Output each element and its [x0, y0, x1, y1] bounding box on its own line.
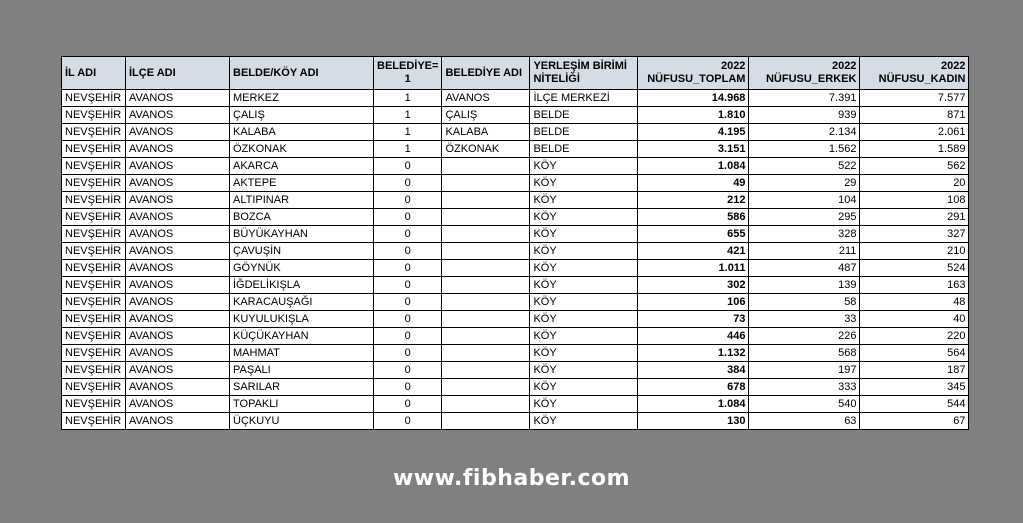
- cell-belde-koy-adi: AKARCA: [230, 158, 374, 175]
- cell-ilce-adi: AVANOS: [126, 260, 230, 277]
- cell-belediye-flag: 0: [374, 396, 442, 413]
- cell-il-adi: NEVŞEHİR: [62, 294, 126, 311]
- cell-ilce-adi: AVANOS: [126, 90, 230, 107]
- header-il-adi: İL ADI: [62, 57, 126, 90]
- cell-ilce-adi: AVANOS: [126, 277, 230, 294]
- table-row: [62, 243, 969, 260]
- cell-nufus-erkek: 211: [749, 243, 860, 260]
- cell-nufus-toplam: 446: [638, 328, 749, 345]
- cell-il-adi: NEVŞEHİR: [62, 158, 126, 175]
- cell-nufus-erkek: 540: [749, 396, 860, 413]
- cell-il-adi: NEVŞEHİR: [62, 90, 126, 107]
- cell-nufus-kadin: 20: [860, 175, 969, 192]
- cell-belediye-flag: 1: [374, 90, 442, 107]
- cell-belediye-flag: 0: [374, 277, 442, 294]
- cell-belde-koy-adi: MAHMAT: [230, 345, 374, 362]
- cell-ilce-adi: AVANOS: [126, 158, 230, 175]
- cell-nufus-erkek: 33: [749, 311, 860, 328]
- cell-belediye-flag: 0: [374, 413, 442, 430]
- cell-belediye-flag: 0: [374, 158, 442, 175]
- table-row: [62, 141, 969, 158]
- cell-ilce-adi: AVANOS: [126, 379, 230, 396]
- table-row: [62, 226, 969, 243]
- cell-belediye-flag: 0: [374, 328, 442, 345]
- table-row: [62, 260, 969, 277]
- cell-belediye-adi: [442, 345, 530, 362]
- table-row: [62, 396, 969, 413]
- cell-belde-koy-adi: ÇAVUŞİN: [230, 243, 374, 260]
- cell-yerlesim-niteligi: KÖY: [530, 243, 638, 260]
- cell-ilce-adi: AVANOS: [126, 226, 230, 243]
- cell-yerlesim-niteligi: KÖY: [530, 413, 638, 430]
- cell-yerlesim-niteligi: KÖY: [530, 277, 638, 294]
- cell-nufus-toplam: 384: [638, 362, 749, 379]
- cell-nufus-toplam: 421: [638, 243, 749, 260]
- cell-belediye-flag: 0: [374, 345, 442, 362]
- cell-ilce-adi: AVANOS: [126, 328, 230, 345]
- cell-nufus-erkek: 226: [749, 328, 860, 345]
- cell-nufus-kadin: 163: [860, 277, 969, 294]
- cell-ilce-adi: AVANOS: [126, 362, 230, 379]
- table-row: [62, 158, 969, 175]
- cell-yerlesim-niteligi: KÖY: [530, 396, 638, 413]
- cell-nufus-kadin: 40: [860, 311, 969, 328]
- cell-il-adi: NEVŞEHİR: [62, 362, 126, 379]
- cell-nufus-toplam: 1.084: [638, 158, 749, 175]
- cell-belde-koy-adi: ÜÇKUYU: [230, 413, 374, 430]
- cell-belediye-flag: 0: [374, 311, 442, 328]
- cell-nufus-toplam: 302: [638, 277, 749, 294]
- cell-il-adi: NEVŞEHİR: [62, 379, 126, 396]
- cell-ilce-adi: AVANOS: [126, 209, 230, 226]
- cell-ilce-adi: AVANOS: [126, 345, 230, 362]
- cell-yerlesim-niteligi: KÖY: [530, 226, 638, 243]
- cell-nufus-toplam: 212: [638, 192, 749, 209]
- cell-nufus-erkek: 522: [749, 158, 860, 175]
- cell-nufus-erkek: 487: [749, 260, 860, 277]
- header-ilce-adi: İLÇE ADI: [126, 57, 230, 90]
- cell-belediye-adi: ÇALIŞ: [442, 107, 530, 124]
- cell-nufus-erkek: 1.562: [749, 141, 860, 158]
- cell-yerlesim-niteligi: BELDE: [530, 124, 638, 141]
- cell-nufus-erkek: 197: [749, 362, 860, 379]
- cell-belde-koy-adi: İĞDELİKIŞLA: [230, 277, 374, 294]
- cell-yerlesim-niteligi: KÖY: [530, 158, 638, 175]
- cell-il-adi: NEVŞEHİR: [62, 413, 126, 430]
- cell-yerlesim-niteligi: KÖY: [530, 175, 638, 192]
- cell-belediye-adi: [442, 294, 530, 311]
- cell-nufus-kadin: 544: [860, 396, 969, 413]
- cell-nufus-erkek: 29: [749, 175, 860, 192]
- cell-belde-koy-adi: BÜYÜKAYHAN: [230, 226, 374, 243]
- cell-belediye-flag: 1: [374, 107, 442, 124]
- cell-belediye-flag: 0: [374, 175, 442, 192]
- cell-nufus-toplam: 1.084: [638, 396, 749, 413]
- cell-nufus-kadin: 327: [860, 226, 969, 243]
- cell-nufus-erkek: 7.391: [749, 90, 860, 107]
- table-row: [62, 209, 969, 226]
- cell-nufus-kadin: 7.577: [860, 90, 969, 107]
- cell-belediye-adi: [442, 226, 530, 243]
- cell-il-adi: NEVŞEHİR: [62, 328, 126, 345]
- cell-belde-koy-adi: KARACAUŞAĞI: [230, 294, 374, 311]
- cell-ilce-adi: AVANOS: [126, 396, 230, 413]
- cell-nufus-erkek: 2.134: [749, 124, 860, 141]
- cell-belediye-adi: [442, 362, 530, 379]
- cell-nufus-kadin: 345: [860, 379, 969, 396]
- cell-ilce-adi: AVANOS: [126, 124, 230, 141]
- table-row: [62, 294, 969, 311]
- cell-nufus-toplam: 3.151: [638, 141, 749, 158]
- cell-belediye-adi: [442, 260, 530, 277]
- cell-belediye-flag: 1: [374, 124, 442, 141]
- site-watermark: www.fibhaber.com: [392, 466, 631, 491]
- header-yerlesim-niteligi: YERLEŞİM BİRİMİ NİTELİĞİ: [530, 57, 638, 90]
- cell-nufus-kadin: 108: [860, 192, 969, 209]
- cell-belediye-adi: [442, 277, 530, 294]
- cell-yerlesim-niteligi: KÖY: [530, 294, 638, 311]
- cell-nufus-kadin: 210: [860, 243, 969, 260]
- cell-belediye-adi: [442, 243, 530, 260]
- cell-belediye-adi: [442, 175, 530, 192]
- cell-nufus-kadin: 564: [860, 345, 969, 362]
- cell-ilce-adi: AVANOS: [126, 192, 230, 209]
- cell-belediye-adi: [442, 192, 530, 209]
- cell-nufus-toplam: 130: [638, 413, 749, 430]
- cell-belde-koy-adi: AKTEPE: [230, 175, 374, 192]
- cell-nufus-erkek: 333: [749, 379, 860, 396]
- cell-il-adi: NEVŞEHİR: [62, 396, 126, 413]
- cell-il-adi: NEVŞEHİR: [62, 141, 126, 158]
- cell-nufus-kadin: 187: [860, 362, 969, 379]
- header-belediye-flag: BELEDİYE= 1: [374, 57, 442, 90]
- table-body: [62, 90, 969, 430]
- cell-il-adi: NEVŞEHİR: [62, 277, 126, 294]
- cell-nufus-kadin: 562: [860, 158, 969, 175]
- cell-nufus-kadin: 2.061: [860, 124, 969, 141]
- cell-il-adi: NEVŞEHİR: [62, 107, 126, 124]
- cell-belediye-adi: [442, 396, 530, 413]
- cell-yerlesim-niteligi: KÖY: [530, 328, 638, 345]
- table-row: [62, 90, 969, 107]
- cell-belde-koy-adi: PAŞALI: [230, 362, 374, 379]
- cell-belediye-flag: 0: [374, 192, 442, 209]
- cell-nufus-toplam: 1.810: [638, 107, 749, 124]
- cell-belediye-flag: 0: [374, 209, 442, 226]
- cell-nufus-erkek: 63: [749, 413, 860, 430]
- cell-nufus-erkek: 104: [749, 192, 860, 209]
- cell-belediye-adi: [442, 209, 530, 226]
- cell-nufus-toplam: 1.011: [638, 260, 749, 277]
- table-row: [62, 175, 969, 192]
- cell-belde-koy-adi: ÖZKONAK: [230, 141, 374, 158]
- cell-yerlesim-niteligi: BELDE: [530, 141, 638, 158]
- cell-ilce-adi: AVANOS: [126, 294, 230, 311]
- cell-ilce-adi: AVANOS: [126, 141, 230, 158]
- cell-ilce-adi: AVANOS: [126, 243, 230, 260]
- cell-il-adi: NEVŞEHİR: [62, 345, 126, 362]
- cell-belediye-adi: [442, 379, 530, 396]
- cell-belde-koy-adi: GÖYNÜK: [230, 260, 374, 277]
- cell-belde-koy-adi: ALTIPINAR: [230, 192, 374, 209]
- cell-belediye-adi: KALABA: [442, 124, 530, 141]
- cell-il-adi: NEVŞEHİR: [62, 243, 126, 260]
- cell-nufus-kadin: 220: [860, 328, 969, 345]
- cell-nufus-toplam: 49: [638, 175, 749, 192]
- cell-nufus-toplam: 586: [638, 209, 749, 226]
- cell-belediye-flag: 0: [374, 379, 442, 396]
- cell-belediye-flag: 0: [374, 362, 442, 379]
- cell-nufus-toplam: 1.132: [638, 345, 749, 362]
- cell-nufus-kadin: 524: [860, 260, 969, 277]
- cell-belediye-adi: AVANOS: [442, 90, 530, 107]
- cell-nufus-kadin: 48: [860, 294, 969, 311]
- cell-yerlesim-niteligi: KÖY: [530, 345, 638, 362]
- cell-ilce-adi: AVANOS: [126, 413, 230, 430]
- header-belde-koy-adi: BELDE/KÖY ADI: [230, 57, 374, 90]
- cell-belediye-flag: 0: [374, 260, 442, 277]
- cell-belediye-adi: [442, 413, 530, 430]
- population-table: [61, 56, 969, 430]
- cell-nufus-toplam: 106: [638, 294, 749, 311]
- table-row: [62, 124, 969, 141]
- cell-belediye-flag: 0: [374, 243, 442, 260]
- cell-yerlesim-niteligi: KÖY: [530, 192, 638, 209]
- cell-nufus-erkek: 58: [749, 294, 860, 311]
- table-row: [62, 362, 969, 379]
- cell-belediye-adi: ÖZKONAK: [442, 141, 530, 158]
- cell-nufus-erkek: 295: [749, 209, 860, 226]
- cell-nufus-toplam: 655: [638, 226, 749, 243]
- cell-belde-koy-adi: ÇALIŞ: [230, 107, 374, 124]
- cell-nufus-kadin: 67: [860, 413, 969, 430]
- cell-il-adi: NEVŞEHİR: [62, 226, 126, 243]
- cell-ilce-adi: AVANOS: [126, 175, 230, 192]
- cell-nufus-kadin: 871: [860, 107, 969, 124]
- cell-belediye-flag: 0: [374, 226, 442, 243]
- cell-belde-koy-adi: SARILAR: [230, 379, 374, 396]
- cell-yerlesim-niteligi: BELDE: [530, 107, 638, 124]
- header-nufus-kadin: 2022 NÜFUSU_KADIN: [860, 57, 969, 90]
- table-row: [62, 277, 969, 294]
- cell-il-adi: NEVŞEHİR: [62, 175, 126, 192]
- table-row: [62, 328, 969, 345]
- cell-nufus-erkek: 568: [749, 345, 860, 362]
- table-row: [62, 379, 969, 396]
- cell-yerlesim-niteligi: İLÇE MERKEZİ: [530, 90, 638, 107]
- cell-yerlesim-niteligi: KÖY: [530, 209, 638, 226]
- cell-nufus-erkek: 939: [749, 107, 860, 124]
- header-nufus-erkek: 2022 NÜFUSU_ERKEK: [749, 57, 860, 90]
- cell-il-adi: NEVŞEHİR: [62, 124, 126, 141]
- cell-ilce-adi: AVANOS: [126, 311, 230, 328]
- cell-belediye-adi: [442, 328, 530, 345]
- cell-ilce-adi: AVANOS: [126, 107, 230, 124]
- cell-belediye-flag: 0: [374, 294, 442, 311]
- cell-nufus-toplam: 73: [638, 311, 749, 328]
- cell-nufus-erkek: 139: [749, 277, 860, 294]
- cell-belediye-flag: 1: [374, 141, 442, 158]
- cell-il-adi: NEVŞEHİR: [62, 311, 126, 328]
- cell-il-adi: NEVŞEHİR: [62, 260, 126, 277]
- cell-yerlesim-niteligi: KÖY: [530, 362, 638, 379]
- table-row: [62, 413, 969, 430]
- cell-belde-koy-adi: TOPAKLI: [230, 396, 374, 413]
- cell-belde-koy-adi: KUYULUKIŞLA: [230, 311, 374, 328]
- table-row: [62, 192, 969, 209]
- table-row: [62, 311, 969, 328]
- cell-belde-koy-adi: MERKEZ: [230, 90, 374, 107]
- cell-belde-koy-adi: KALABA: [230, 124, 374, 141]
- header-nufus-toplam: 2022 NÜFUSU_TOPLAM: [638, 57, 749, 90]
- table-row: [62, 107, 969, 124]
- cell-yerlesim-niteligi: KÖY: [530, 311, 638, 328]
- cell-belediye-adi: [442, 158, 530, 175]
- table-row: [62, 345, 969, 362]
- cell-belediye-adi: [442, 311, 530, 328]
- cell-yerlesim-niteligi: KÖY: [530, 379, 638, 396]
- cell-yerlesim-niteligi: KÖY: [530, 260, 638, 277]
- cell-nufus-toplam: 678: [638, 379, 749, 396]
- cell-il-adi: NEVŞEHİR: [62, 209, 126, 226]
- cell-il-adi: NEVŞEHİR: [62, 192, 126, 209]
- header-belediye-adi: BELEDİYE ADI: [442, 57, 530, 90]
- cell-nufus-erkek: 328: [749, 226, 860, 243]
- header-row: [62, 57, 969, 90]
- cell-nufus-kadin: 1.589: [860, 141, 969, 158]
- cell-nufus-kadin: 291: [860, 209, 969, 226]
- cell-belde-koy-adi: BOZCA: [230, 209, 374, 226]
- cell-belde-koy-adi: KÜÇÜKAYHAN: [230, 328, 374, 345]
- cell-nufus-toplam: 4.195: [638, 124, 749, 141]
- cell-nufus-toplam: 14.968: [638, 90, 749, 107]
